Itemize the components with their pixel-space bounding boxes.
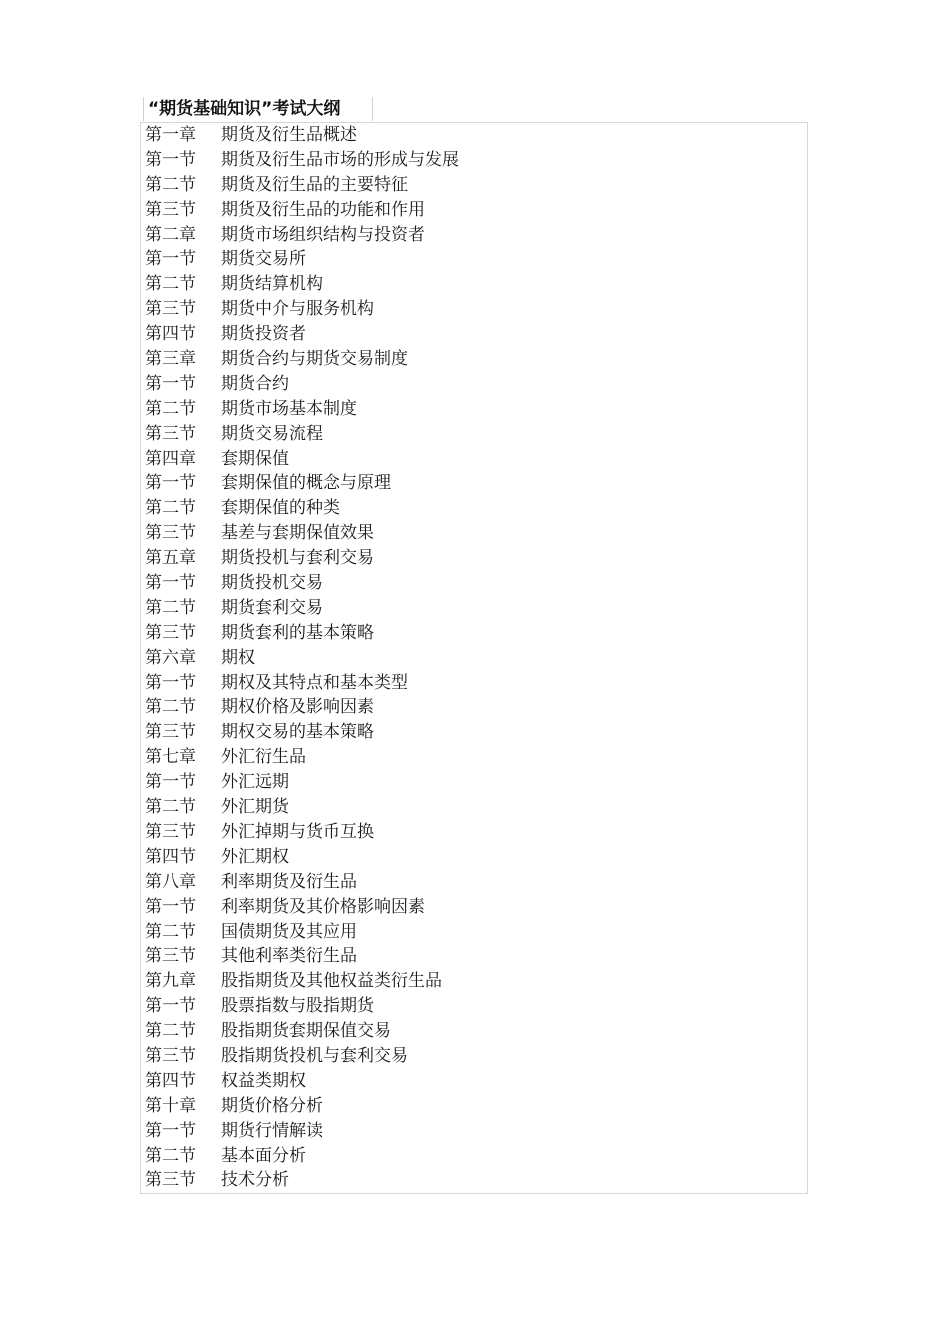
section-number: 第一节 bbox=[145, 373, 196, 394]
chapter-title: 期货市场组织结构与投资者 bbox=[221, 224, 425, 245]
section-row bbox=[145, 397, 459, 422]
section-row bbox=[145, 720, 459, 745]
section-row bbox=[145, 895, 459, 920]
section-number: 第三节 bbox=[145, 946, 196, 967]
section-number: 第二节 bbox=[145, 797, 196, 818]
section-number: 第二节 bbox=[145, 398, 196, 419]
section-title: 期货投资者 bbox=[221, 324, 306, 345]
section-number: 第三节 bbox=[145, 199, 196, 220]
section-title: 套期保值的种类 bbox=[221, 498, 340, 519]
section-row bbox=[145, 944, 459, 969]
section-title: 外汇掉期与货币互换 bbox=[221, 821, 374, 842]
section-title: 外汇期货 bbox=[221, 797, 289, 818]
chapter-title: 外汇衍生品 bbox=[221, 747, 306, 768]
chapter-title: 期货及衍生品概述 bbox=[221, 125, 357, 145]
chapter-title: 利率期货及衍生品 bbox=[221, 871, 357, 892]
section-number: 第二节 bbox=[145, 274, 196, 295]
section-row bbox=[145, 1019, 459, 1044]
chapter-number: 第四章 bbox=[145, 448, 196, 469]
chapter-row bbox=[145, 1094, 459, 1119]
section-row bbox=[145, 920, 459, 945]
chapter-title: 期货投机与套利交易 bbox=[221, 548, 374, 569]
section-row bbox=[145, 521, 459, 546]
section-row bbox=[145, 1044, 459, 1069]
chapter-row bbox=[145, 546, 459, 571]
section-number: 第四节 bbox=[145, 1070, 196, 1091]
section-title: 期货行情解读 bbox=[221, 1120, 323, 1141]
chapter-row bbox=[145, 969, 459, 994]
section-title: 期货及衍生品市场的形成与发展 bbox=[221, 149, 459, 170]
chapter-title: 期权 bbox=[221, 647, 255, 668]
section-row bbox=[145, 1144, 459, 1169]
section-row bbox=[145, 1119, 459, 1144]
section-row bbox=[145, 148, 459, 173]
chapter-number: 第十章 bbox=[145, 1095, 196, 1116]
section-row bbox=[145, 845, 459, 870]
section-number: 第一节 bbox=[145, 473, 196, 494]
chapter-row bbox=[145, 646, 459, 671]
section-row bbox=[145, 695, 459, 720]
section-number: 第三节 bbox=[145, 722, 196, 743]
section-number: 第二节 bbox=[145, 174, 196, 195]
section-title: 利率期货及其价格影响因素 bbox=[221, 896, 425, 917]
section-title: 期权交易的基本策略 bbox=[221, 722, 374, 743]
chapter-title: 期货合约与期货交易制度 bbox=[221, 349, 408, 370]
section-title: 期货投机交易 bbox=[221, 573, 323, 594]
section-title: 期货交易所 bbox=[221, 249, 306, 270]
section-title: 期货交易流程 bbox=[221, 423, 323, 444]
chapter-row bbox=[145, 123, 459, 148]
section-row bbox=[145, 571, 459, 596]
section-number: 第二节 bbox=[145, 1145, 196, 1166]
section-title: 基差与套期保值效果 bbox=[221, 523, 374, 544]
section-row bbox=[145, 770, 459, 795]
section-number: 第一节 bbox=[145, 772, 196, 793]
section-number: 第三节 bbox=[145, 821, 196, 842]
chapter-number: 第六章 bbox=[145, 647, 196, 668]
section-number: 第三节 bbox=[145, 1170, 196, 1191]
section-number: 第一节 bbox=[145, 672, 196, 693]
chapter-title: 期货价格分析 bbox=[221, 1095, 323, 1116]
section-number: 第三节 bbox=[145, 423, 196, 444]
chapter-row bbox=[145, 870, 459, 895]
section-number: 第三节 bbox=[145, 299, 196, 320]
chapter-number: 第一章 bbox=[145, 125, 196, 145]
chapter-row bbox=[145, 223, 459, 248]
section-number: 第二节 bbox=[145, 697, 196, 718]
section-row bbox=[145, 496, 459, 521]
section-row bbox=[145, 795, 459, 820]
section-number: 第一节 bbox=[145, 573, 196, 594]
section-title: 股票指数与股指期货 bbox=[221, 996, 374, 1017]
section-title: 股指期货套期保值交易 bbox=[221, 1021, 391, 1042]
chapter-title: 套期保值 bbox=[221, 448, 289, 469]
chapter-row bbox=[145, 347, 459, 372]
chapter-title: 股指期货及其他权益类衍生品 bbox=[221, 971, 442, 992]
chapter-number: 第八章 bbox=[145, 871, 196, 892]
section-number: 第二节 bbox=[145, 597, 196, 618]
section-title: 技术分析 bbox=[221, 1170, 289, 1191]
section-title: 期货合约 bbox=[221, 373, 289, 394]
section-row bbox=[145, 596, 459, 621]
section-number: 第三节 bbox=[145, 1045, 196, 1066]
section-number: 第一节 bbox=[145, 149, 196, 170]
section-title: 国债期货及其应用 bbox=[221, 921, 357, 942]
section-row bbox=[145, 422, 459, 447]
section-row bbox=[145, 994, 459, 1019]
section-number: 第一节 bbox=[145, 896, 196, 917]
section-title: 期权及其特点和基本类型 bbox=[221, 672, 408, 693]
section-row bbox=[145, 820, 459, 845]
section-title: 股指期货投机与套利交易 bbox=[221, 1045, 408, 1066]
section-number: 第三节 bbox=[145, 523, 196, 544]
section-number: 第一节 bbox=[145, 1120, 196, 1141]
section-row bbox=[145, 372, 459, 397]
section-row bbox=[145, 272, 459, 297]
document-title: “期货基础知识”考试大纲 bbox=[143, 97, 373, 121]
section-title: 期货市场基本制度 bbox=[221, 398, 357, 419]
section-number: 第一节 bbox=[145, 996, 196, 1017]
section-row bbox=[145, 471, 459, 496]
section-number: 第二节 bbox=[145, 1021, 196, 1042]
section-title: 外汇远期 bbox=[221, 772, 289, 793]
section-number: 第二节 bbox=[145, 921, 196, 942]
section-title: 期权价格及影响因素 bbox=[221, 697, 374, 718]
chapter-row bbox=[145, 447, 459, 472]
section-number: 第二节 bbox=[145, 498, 196, 519]
section-row bbox=[145, 671, 459, 696]
section-number: 第三节 bbox=[145, 622, 196, 643]
section-title: 期货及衍生品的主要特征 bbox=[221, 174, 408, 195]
chapter-number: 第五章 bbox=[145, 548, 196, 569]
section-title: 基本面分析 bbox=[221, 1145, 306, 1166]
outline-list bbox=[145, 123, 459, 1193]
section-row bbox=[145, 173, 459, 198]
chapter-number: 第七章 bbox=[145, 747, 196, 768]
section-title: 期货套利的基本策略 bbox=[221, 622, 374, 643]
section-title: 其他利率类衍生品 bbox=[221, 946, 357, 967]
section-row bbox=[145, 297, 459, 322]
section-number: 第四节 bbox=[145, 846, 196, 867]
section-row bbox=[145, 621, 459, 646]
section-title: 期货结算机构 bbox=[221, 274, 323, 295]
chapter-number: 第九章 bbox=[145, 971, 196, 992]
chapter-number: 第三章 bbox=[145, 349, 196, 370]
section-row bbox=[145, 1168, 459, 1193]
section-number: 第一节 bbox=[145, 249, 196, 270]
chapter-number: 第二章 bbox=[145, 224, 196, 245]
section-number: 第四节 bbox=[145, 324, 196, 345]
section-title: 外汇期权 bbox=[221, 846, 289, 867]
section-title: 期货及衍生品的功能和作用 bbox=[221, 199, 425, 220]
section-title: 期货中介与服务机构 bbox=[221, 299, 374, 320]
section-title: 套期保值的概念与原理 bbox=[221, 473, 391, 494]
section-row bbox=[145, 322, 459, 347]
section-row bbox=[145, 247, 459, 272]
section-title: 期货套利交易 bbox=[221, 597, 323, 618]
section-row bbox=[145, 198, 459, 223]
section-row bbox=[145, 1069, 459, 1094]
section-title: 权益类期权 bbox=[221, 1070, 306, 1091]
chapter-row bbox=[145, 745, 459, 770]
